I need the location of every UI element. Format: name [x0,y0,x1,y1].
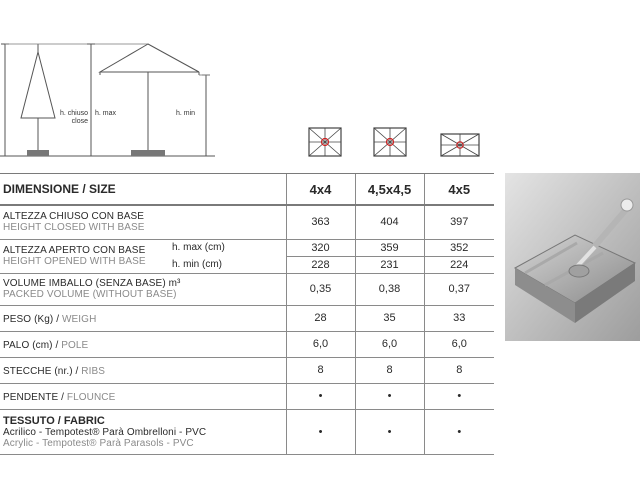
specifications-table [0,173,494,455]
umbrella-dimension-diagram [0,40,215,165]
flounce-cell [0,383,286,409]
size-column-4x5: 4x5 [424,174,494,206]
ribs-cell [0,357,286,383]
value-cell: 228 [286,256,355,273]
volume-cell [0,273,286,305]
row-label-en: HEIGHT CLOSED WITH BASE [3,222,145,234]
label-separator: / [52,340,62,351]
value-cell: 8 [286,357,355,383]
value-cell: 35 [355,305,424,331]
square-canopy-icon [373,127,407,157]
value-cell: 397 [424,205,494,239]
value-cell: • [355,409,424,454]
row-label-it: PESO (Kg) [3,314,54,325]
umbrella-base-illustration [505,173,640,341]
value-cell: • [286,383,355,409]
dimension-size-heading: DIMENSIONE / SIZE [0,174,286,206]
min-height-sublabel: h. min (cm) [169,256,286,273]
value-cell: • [286,409,355,454]
umbrella-base-photo [505,173,640,341]
max-height-label: h. max [95,110,117,117]
value-cell: 8 [355,357,424,383]
value-cell: 359 [355,239,424,256]
table-row [0,239,494,256]
size-column-4-5x4-5: 4,5x4,5 [355,174,424,206]
value-cell: 28 [286,305,355,331]
umbrella-diagram-svg [0,40,215,165]
value-cell: 363 [286,205,355,239]
value-cell: 6,0 [286,331,355,357]
opened-height-cell [0,239,169,273]
table-row [0,305,494,331]
label-separator: / [72,366,82,377]
closed-height-cell [0,205,286,239]
row-label-it: Acrilico - Tempotest® Parà Ombrelloni - PVC [3,426,207,438]
table-row [0,331,494,357]
closed-height-label-en: close [71,118,88,125]
value-cell: • [424,383,494,409]
table-row [0,273,494,305]
table-row [0,409,494,454]
value-cell: 352 [424,239,494,256]
closed-height-label-it: h. chiuso [59,110,88,117]
table-row [0,205,494,239]
fabric-heading: TESSUTO / FABRIC [3,414,105,427]
value-cell: • [424,409,494,454]
value-cell: 6,0 [355,331,424,357]
row-label-en: RIBS [81,366,106,377]
label-separator: / [53,314,62,325]
fabric-cell [0,409,286,454]
rectangle-canopy-icon [440,133,480,157]
value-cell: 33 [424,305,494,331]
table-header-row [0,174,494,206]
max-height-sublabel: h. max (cm) [172,242,225,254]
value-cell: 404 [355,205,424,239]
row-label-en: WEIGH [62,314,97,325]
row-label-en: Acrylic - Tempotest® Parà Parasols - PVC [3,437,194,449]
row-label-it: VOLUME IMBALLO (SENZA BASE) m³ [3,278,181,289]
value-cell: 231 [355,256,424,273]
value-cell: 0,37 [424,273,494,305]
row-label-it: STECCHE (nr.) [3,366,73,377]
row-label-it: ALTEZZA CHIUSO CON BASE [3,211,145,223]
table-row [0,383,494,409]
row-label-en: POLE [61,340,89,351]
min-height-label: h. min [176,110,196,117]
value-cell: 224 [424,256,494,273]
square-canopy-icon [308,127,342,157]
value-cell: • [355,383,424,409]
pole-cell [0,331,286,357]
value-cell: 8 [424,357,494,383]
row-label-en: HEIGHT OPENED WITH BASE [3,256,146,267]
value-cell: 6,0 [424,331,494,357]
value-cell: 0,35 [286,273,355,305]
closed-height-label [56,110,88,126]
row-label-it: ALTEZZA APERTO CON BASE [3,245,146,256]
size-column-4x4: 4x4 [286,174,355,206]
label-separator: / [58,392,67,403]
value-cell: 0,38 [355,273,424,305]
row-label-it: PENDENTE [3,392,59,403]
row-label-en: PACKED VOLUME (WITHOUT BASE) [3,289,177,300]
row-label-it: PALO (cm) [3,340,53,351]
row-label-en: FLOUNCE [66,392,116,403]
table-row [0,357,494,383]
weight-cell [0,305,286,331]
value-cell: 320 [286,239,355,256]
